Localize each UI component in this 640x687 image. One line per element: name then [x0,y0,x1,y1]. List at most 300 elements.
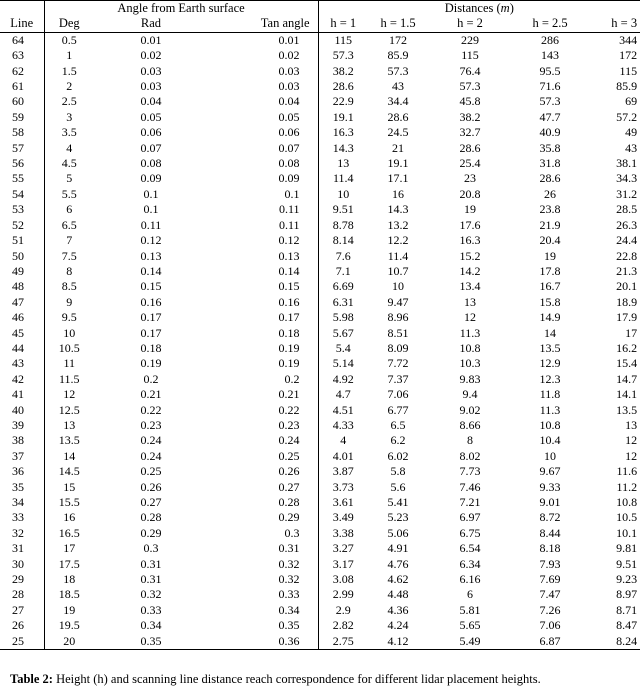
cell-rad: 0.1 [143,202,159,217]
cell-h2: 20.8 [459,186,481,201]
cell-rad: 0.26 [140,479,162,494]
cell-h1: 28.6 [332,79,354,94]
cell-tan: 0.03 [208,64,318,79]
cell-rad: 0.32 [140,587,162,602]
cell-tan: 0.09 [208,171,318,186]
cell-deg: 7 [66,233,73,248]
cell-deg: 19 [63,602,76,617]
cell-h3: 172 [619,48,638,63]
cell-h3: 9.81 [616,541,638,556]
cell-h3: 11.2 [616,479,638,494]
cell-tan: 0.14 [208,264,318,279]
cell-tan: 0.21 [208,387,318,402]
cell-h3: 31.2 [616,186,638,201]
cell-line: 26 [0,618,44,633]
cell-h15: 4.62 [387,572,409,587]
cell-h3: 24.4 [616,233,638,248]
cell-h15: 43 [392,79,405,94]
table-row [0,202,640,217]
cell-h15: 24.5 [387,125,409,140]
cell-h2: 6.75 [459,525,481,540]
cell-deg: 6.5 [61,217,77,232]
cell-deg: 8 [66,263,73,278]
cell-h1: 4 [340,433,347,448]
cell-deg: 3 [66,109,73,124]
cell-line: 29 [0,572,44,587]
cell-rad: 0.23 [140,417,162,432]
cell-h15: 10.7 [387,263,409,278]
cell-h1: 4.33 [332,417,354,432]
cell-h15: 4.24 [387,618,409,633]
cell-tan: 0.1 [208,187,318,202]
cell-h25: 7.93 [539,556,561,571]
cell-line: 54 [0,187,44,202]
cell-h1: 14.3 [332,140,354,155]
cell-h2: 76.4 [459,63,481,78]
cell-line: 60 [0,94,44,109]
cell-h1: 11.4 [333,171,354,186]
cell-tan: 0.34 [208,603,318,618]
cell-deg: 14 [63,448,76,463]
cell-tan: 0.06 [208,125,318,140]
cell-deg: 5 [66,171,73,186]
cell-h25: 17.8 [539,263,561,278]
cell-h1: 5.98 [332,310,354,325]
cell-h1: 3.27 [332,541,354,556]
col-header-tan: Tan angle [208,16,318,32]
cell-deg: 12.5 [58,402,80,417]
table-row [0,372,640,387]
table-row [0,32,640,48]
cell-h2: 9.83 [459,371,481,386]
cell-h3: 20.1 [616,279,638,294]
cell-h2: 10.3 [459,356,481,371]
cell-h25: 14 [544,325,557,340]
cell-rad: 0.01 [140,32,162,47]
cell-h25: 19 [544,248,557,263]
col-header-h3: h = 3 [611,16,638,31]
cell-h3: 8.24 [616,633,638,648]
cell-line: 53 [0,202,44,217]
cell-deg: 3.5 [61,125,77,140]
cell-h3: 11.6 [616,464,638,479]
cell-rad: 0.22 [140,402,162,417]
cell-deg: 12 [63,387,76,402]
cell-tan: 0.36 [208,634,318,650]
cell-line: 40 [0,403,44,418]
cell-h3: 22.8 [616,248,638,263]
cell-line: 32 [0,526,44,541]
cell-deg: 13.5 [58,433,80,448]
cell-h3: 57.2 [616,109,638,124]
cell-h1: 115 [334,32,353,47]
cell-h25: 20.4 [539,233,561,248]
cell-h3: 38.1 [616,156,638,171]
cell-h2: 38.2 [459,109,481,124]
cell-h15: 21 [392,140,405,155]
cell-h1: 2.82 [332,618,354,633]
cell-deg: 11 [63,356,76,371]
cell-h25: 8.18 [539,541,561,556]
cell-rad: 0.09 [140,171,162,186]
cell-line: 31 [0,541,44,556]
cell-h15: 17.1 [387,171,409,186]
cell-h25: 31.8 [539,156,561,171]
cell-h3: 17.9 [616,310,638,325]
cell-rad: 0.19 [140,356,162,371]
cell-h15: 10 [392,279,405,294]
cell-deg: 9 [66,294,73,309]
cell-h25: 12.3 [539,371,561,386]
cell-h3: 14.7 [616,371,638,386]
cell-h2: 16.3 [459,233,481,248]
cell-rad: 0.27 [140,495,162,509]
cell-h3: 115 [619,63,638,78]
cell-h2: 229 [461,32,480,47]
table-row [0,356,640,371]
cell-h25: 95.5 [539,63,561,78]
cell-h2: 7.46 [459,479,481,494]
cell-deg: 10 [63,325,76,340]
cell-h1: 3.38 [332,525,354,540]
cell-h1: 5.14 [332,356,354,371]
cell-h15: 16 [392,186,405,201]
cell-h15: 11.4 [387,248,409,263]
cell-tan: 0.23 [208,418,318,433]
cell-h2: 5.81 [459,602,481,617]
cell-h3: 10.8 [616,495,638,509]
header-column-row [0,16,640,32]
table-row [0,187,640,202]
cell-deg: 14.5 [58,464,80,479]
table-caption [10,672,541,687]
cell-h1: 19.1 [332,109,354,124]
cell-h3: 12 [625,433,638,448]
cell-deg: 2 [66,79,73,94]
cell-tan: 0.17 [208,310,318,325]
cell-rad: 0.28 [140,510,162,525]
angle-group-header [44,1,318,17]
col-header-h2: h = 2 [457,16,483,31]
cell-tan: 0.07 [208,141,318,156]
cell-rad: 0.24 [140,448,162,463]
cell-deg: 16.5 [58,525,80,540]
cell-h2: 10.8 [459,340,481,355]
cell-h1: 38.2 [332,63,354,78]
col-header-deg: Deg [58,16,80,31]
cell-h25: 35.8 [539,140,561,155]
cell-h25: 14.9 [539,310,561,325]
cell-h15: 6.2 [390,433,406,448]
cell-h15: 4.91 [387,541,409,556]
cell-h15: 172 [389,32,408,47]
col-header-h1: h = 1 [330,16,357,31]
cell-h25: 7.26 [539,602,561,617]
cell-tan: 0.35 [208,618,318,633]
cell-line: 64 [0,32,44,48]
table-row [0,510,640,525]
table-row [0,171,640,186]
cell-rad: 0.2 [143,371,159,386]
cell-rad: 0.31 [140,572,162,587]
cell-h25: 13.5 [539,340,561,355]
cell-h2: 11.3 [459,325,481,340]
table-row [0,464,640,479]
cell-h15: 28.6 [387,109,409,124]
table-row [0,418,640,433]
cell-h15: 6.77 [387,402,409,417]
cell-deg: 11.5 [58,371,80,386]
cell-h2: 13 [464,294,477,309]
cell-h1: 7.6 [335,248,351,263]
cell-h15: 6.5 [390,417,406,432]
cell-h3: 26.3 [616,217,638,232]
cell-h25: 10.4 [539,433,561,448]
cell-tan: 0.3 [208,526,318,541]
cell-tan: 0.2 [208,372,318,387]
cell-tan: 0.27 [208,480,318,495]
cell-rad: 0.08 [140,156,162,171]
cell-line: 62 [0,64,44,79]
cell-deg: 4.5 [61,156,77,171]
cell-deg: 6 [66,202,73,217]
cell-h15: 34.4 [387,94,409,109]
cell-h1: 10 [337,186,350,201]
cell-deg: 19.5 [58,618,80,633]
cell-h15: 5.6 [390,479,406,494]
cell-line: 52 [0,218,44,233]
table-row [0,634,640,650]
cell-h3: 16.2 [616,340,638,355]
cell-h3: 12 [625,448,638,463]
cell-line: 61 [0,79,44,94]
cell-rad: 0.14 [140,263,162,278]
table-row [0,433,640,448]
table-row [0,48,640,63]
cell-tan: 0.13 [208,249,318,264]
cell-h2: 28.6 [459,140,481,155]
cell-h2: 7.21 [459,495,481,509]
cell-h25: 6.87 [539,633,561,648]
cell-line: 28 [0,587,44,602]
cell-h1: 4.92 [332,371,354,386]
cell-h1: 22.9 [332,94,354,109]
table-row [0,480,640,495]
cell-line: 55 [0,171,44,186]
cell-h1: 5.67 [332,325,354,340]
cell-tan: 0.11 [208,202,318,217]
cell-h15: 4.12 [387,633,409,648]
table-row [0,587,640,602]
cell-rad: 0.15 [140,279,162,294]
cell-h3: 15.4 [616,356,638,371]
cell-line: 35 [0,480,44,495]
cell-tan: 0.12 [208,233,318,248]
cell-h15: 19.1 [387,156,409,171]
cell-h2: 6.16 [459,572,481,587]
cell-h2: 7.73 [459,464,481,479]
cell-h15: 7.72 [387,356,409,371]
cell-h3: 18.9 [616,294,638,309]
table-row [0,264,640,279]
cell-line: 27 [0,603,44,618]
cell-line: 37 [0,449,44,464]
header-group-row [0,1,640,17]
table-row [0,79,640,94]
cell-h1: 2.99 [332,587,354,602]
cell-h25: 8.72 [539,510,561,525]
cell-line: 49 [0,264,44,279]
cell-h25: 71.6 [539,79,561,94]
cell-h1: 8.78 [332,217,354,232]
cell-h3: 10.5 [616,510,638,525]
table-row [0,526,640,541]
cell-rad: 0.03 [140,63,162,78]
cell-deg: 9.5 [61,310,77,325]
cell-h3: 85.9 [616,79,638,94]
cell-h2: 5.65 [459,618,481,633]
cell-h15: 8.51 [387,325,409,340]
table-row [0,572,640,587]
cell-h15: 57.3 [387,63,409,78]
cell-h25: 23.8 [539,202,561,217]
cell-deg: 13 [63,417,76,432]
cell-deg: 7.5 [61,248,77,263]
cell-h2: 25.4 [459,156,481,171]
cell-h3: 9.23 [616,572,638,587]
cell-h2: 19 [464,202,477,217]
cell-tan: 0.25 [208,449,318,464]
table-row [0,449,640,464]
cell-rad: 0.31 [140,556,162,571]
cell-tan: 0.08 [208,156,318,171]
cell-rad: 0.02 [140,48,162,63]
cell-h2: 45.8 [459,94,481,109]
cell-rad: 0.3 [143,541,159,556]
cell-tan: 0.32 [208,557,318,572]
angle-group-label: Angle from Earth surface [117,1,245,15]
cell-h25: 28.6 [539,171,561,186]
cell-h3: 34.3 [616,171,638,186]
cell-rad: 0.16 [140,294,162,309]
cell-rad: 0.11 [140,217,162,232]
col-header-h15: h = 1.5 [380,16,416,31]
cell-h2: 8.66 [459,417,481,432]
table-row [0,125,640,140]
cell-rad: 0.17 [140,310,162,325]
cell-h3: 14.1 [616,387,638,402]
cell-rad: 0.21 [140,387,162,402]
cell-h2: 6 [467,587,474,602]
cell-h25: 11.3 [539,402,561,417]
distance-group-header: Distances (m) [444,1,514,15]
cell-h15: 7.06 [387,387,409,402]
cell-h25: 12.9 [539,356,561,371]
table-row [0,64,640,79]
cell-h3: 8.71 [616,602,638,617]
cell-h1: 16.3 [332,125,354,140]
cell-h2: 6.54 [459,541,481,556]
table-row [0,156,640,171]
table-row [0,310,640,325]
cell-tan: 0.11 [208,218,318,233]
table-row [0,233,640,248]
cell-h1: 13 [337,156,350,171]
cell-h2: 9.4 [462,387,478,402]
table-row [0,618,640,633]
cell-h1: 4.7 [335,387,351,402]
cell-h1: 3.08 [332,572,354,587]
cell-tan: 0.31 [208,541,318,556]
table-row [0,603,640,618]
cell-line: 47 [0,295,44,310]
cell-rad: 0.17 [140,325,162,340]
cell-tan: 0.28 [208,495,318,510]
cell-h2: 13.4 [459,279,481,294]
cell-h2: 17.6 [459,217,481,232]
cell-tan: 0.19 [208,356,318,371]
cell-tan: 0.26 [208,464,318,479]
cell-h25: 7.69 [539,572,561,587]
cell-deg: 16 [63,510,76,525]
cell-h3: 13 [625,417,638,432]
cell-h2: 15.2 [459,248,481,263]
cell-h15: 6.02 [387,448,409,463]
cell-line: 50 [0,249,44,264]
cell-tan: 0.05 [208,110,318,125]
cell-h3: 17 [625,325,638,340]
cell-tan: 0.19 [208,341,318,356]
cell-h15: 4.76 [387,556,409,571]
cell-h15: 5.23 [387,510,409,525]
cell-h1: 4.01 [332,448,354,463]
cell-h15: 7.37 [387,371,409,386]
table-row [0,218,640,233]
cell-rad: 0.35 [140,633,162,648]
table-row [0,326,640,341]
cell-h25: 47.7 [539,109,561,124]
cell-h15: 13.2 [387,217,409,232]
cell-h25: 40.9 [539,125,561,140]
cell-h25: 9.33 [539,479,561,494]
cell-tan: 0.18 [208,326,318,341]
cell-tan: 0.24 [208,433,318,448]
cell-h25: 10.8 [539,417,561,432]
cell-h15: 12.2 [387,233,409,248]
cell-rad: 0.07 [140,140,162,155]
cell-line: 43 [0,356,44,371]
cell-h1: 6.31 [332,294,354,309]
cell-deg: 5.5 [61,186,77,201]
cell-line: 58 [0,125,44,140]
cell-rad: 0.18 [140,340,162,355]
cell-h1: 2.75 [332,633,354,648]
cell-h1: 7.1 [335,263,351,278]
cell-rad: 0.13 [140,248,162,263]
col-header-h25: h = 2.5 [532,16,568,31]
cell-rad: 0.33 [140,602,162,617]
cell-h3: 10.1 [616,525,638,540]
cell-h15: 14.3 [387,202,409,217]
cell-line: 59 [0,110,44,125]
cell-h25: 21.9 [539,217,561,232]
cell-line: 39 [0,418,44,433]
cell-h15: 4.36 [387,602,409,617]
cell-deg: 20 [63,633,76,648]
cell-h25: 16.7 [539,279,561,294]
cell-h3: 13.5 [616,402,638,417]
cell-h3: 9.51 [616,556,638,571]
